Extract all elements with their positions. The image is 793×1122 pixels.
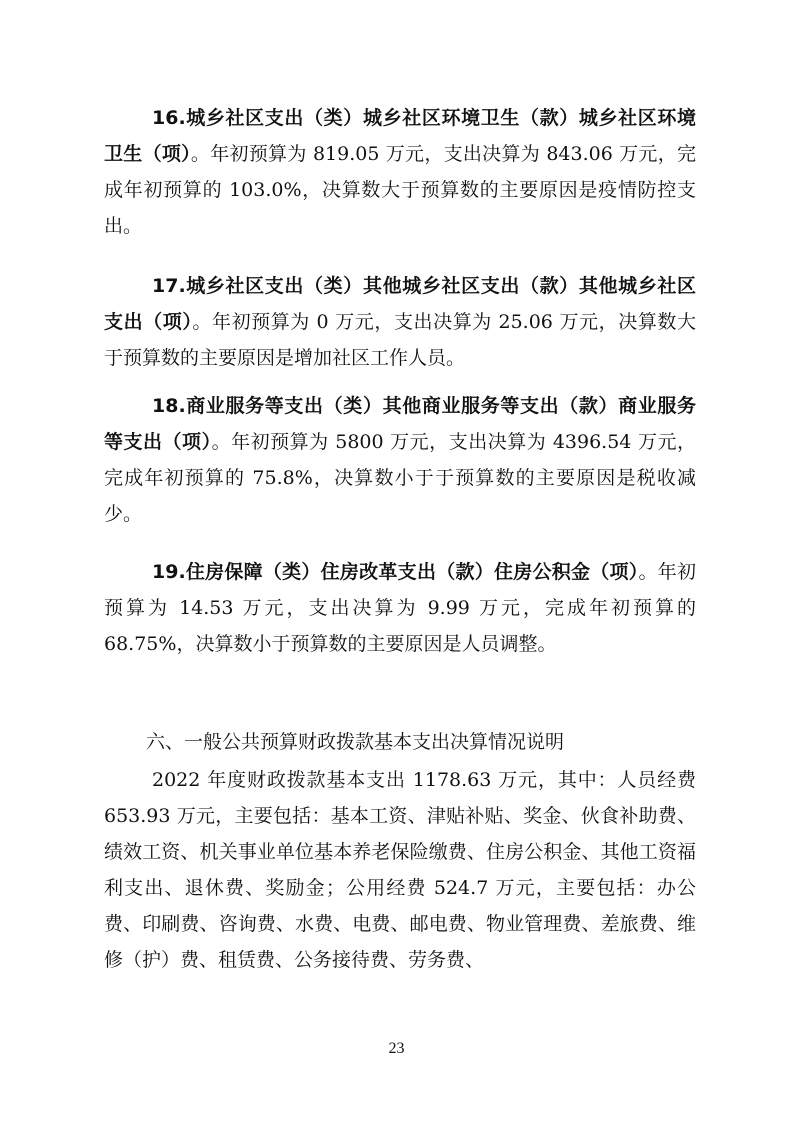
paragraph-item-19	[104, 554, 696, 662]
paragraph-item-16	[104, 100, 696, 244]
item-19-heading: 19.住房保障（类）住房改革支出（款）住房公积金（项）	[152, 561, 639, 583]
item-16-heading: 16.城乡社区支出（类）城乡社区环境卫生（款）城乡社区环境卫生（项）	[104, 107, 696, 165]
item-18-heading: 18.商业服务等支出（类）其他商业服务等支出（款）商业服务等支出（项）	[104, 395, 696, 453]
paragraph-item-18	[104, 388, 696, 532]
section-heading: 六、一般公共预算财政拨款基本支出决算情况说明	[146, 731, 565, 753]
item-16-body: 。年初预算为 819.05 万元，支出决算为 843.06 万元，完成年初预算的 103.0%，决算数大于预算数的主要原因是疫情防控支出。	[104, 143, 696, 237]
item-19-body: 。年初预算为 14.53 万元，支出决算为 9.99 万元，完成年初预算的 68.75%，决算数小于预算数的主要原因是人员调整。	[104, 561, 696, 655]
item-17-heading: 17.城乡社区支出（类）其他城乡社区支出（款）其他城乡社区支出（项）	[104, 275, 696, 333]
paragraph-item-17	[104, 268, 696, 376]
page-number: 23	[388, 1040, 405, 1057]
item-17-body: 。年初预算为 0 万元，支出决算为 25.06 万元，决算数大于预算数的主要原因是增加社区工作人员。	[104, 311, 696, 369]
section-body-paragraph: 2022 年度财政拨款基本支出 1178.63 万元，其中：人员经费 653.93 万元，主要包括：基本工资、津贴补贴、奖金、伙食补助费、绩效工资、机关事业单位基本养老保险缴费、住房公积金、其他工资福利支出、退休费、奖励金；公用经费 524.7 万元，主要包括：办公费、印刷费、咨询费、水费、电费、邮电费、物业管理费、差旅费、维修（护）费、租赁费、公务接待费、劳务费、	[104, 769, 696, 971]
item-18-body: 。年初预算为 5800 万元，支出决算为 4396.54 万元，完成年初预算的 75.8%，决算数小于于预算数的主要原因是税收减少。	[104, 431, 696, 525]
